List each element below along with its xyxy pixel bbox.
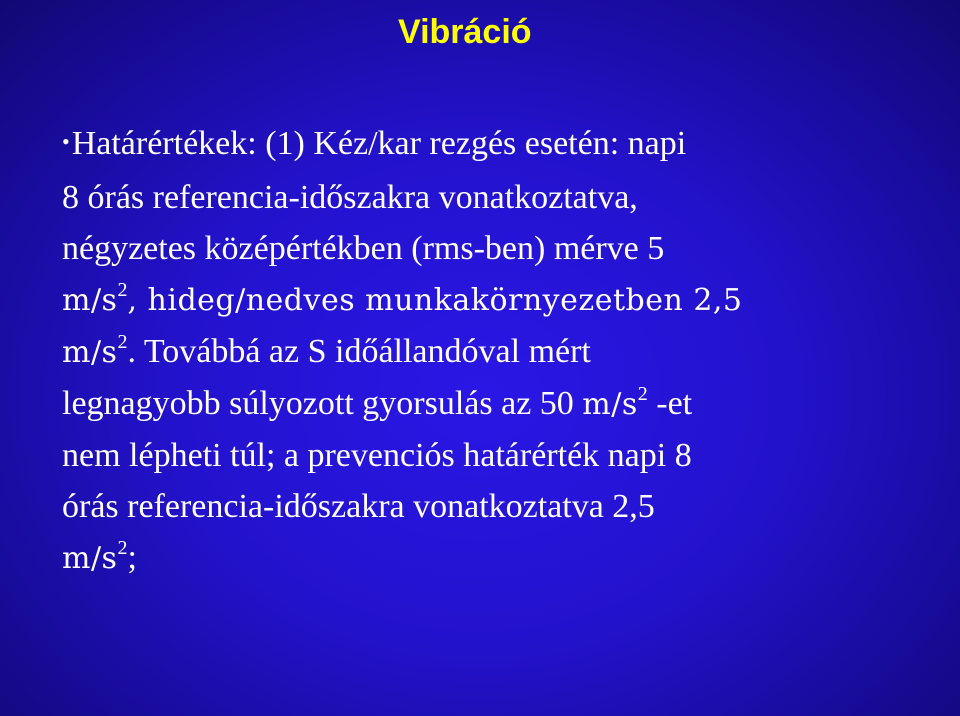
text-line-7: nem lépheti túl; a prevenciós határérték napi 8 <box>62 437 692 474</box>
exponent: 2 <box>117 278 128 301</box>
unit: m/s <box>62 335 118 370</box>
bullet-text-block <box>62 118 942 584</box>
text-line-3: négyzetes középértékben (rms-ben) mérve 5 <box>62 230 665 267</box>
exponent: 2 <box>637 382 648 405</box>
unit: m/s <box>62 283 118 318</box>
text-line-9: $m/s^2$; <box>62 536 137 576</box>
text-line-6: legnagyobb súlyozott gyorsulás az 50 $m/s^2$ -et <box>62 382 693 422</box>
unit: m/s <box>582 387 638 422</box>
unit: m/s <box>62 541 118 576</box>
exponent: 2 <box>117 330 128 353</box>
text-line-4: $m/s^2$, hideg/nedves munkakörnyezetben 2,5 <box>62 278 743 318</box>
text-line-1: •Határértékek: (1) Kéz/kar rezgés esetén: napi <box>62 125 687 162</box>
bullet-icon: • <box>62 129 70 154</box>
exponent: 2 <box>117 536 128 559</box>
text-line-2: 8 órás referencia-időszakra vonatkoztatva, <box>62 179 638 216</box>
text-line-8: órás referencia-időszakra vonatkoztatva 2,5 <box>62 488 655 525</box>
text-line-5: $m/s^2$. Továbbá az S időállandóval mért <box>62 330 591 370</box>
bullet-paragraph <box>62 118 942 584</box>
slide-title: Vibráció <box>398 13 532 51</box>
